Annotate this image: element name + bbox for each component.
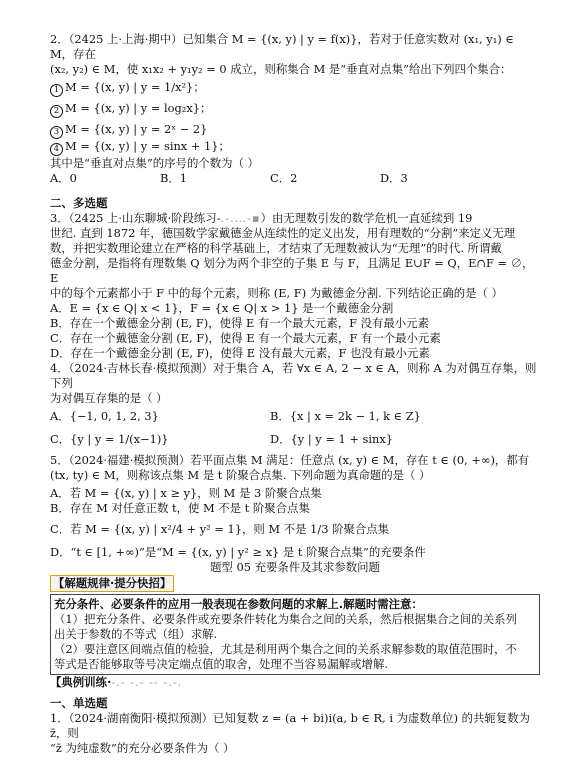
q3-option-c: C．存在一个戴德金分割 (E, F)，使得 E 有一个最大元素，F 有一个最小元素 [50, 331, 441, 345]
q2-item-4 [50, 139, 540, 156]
section-title-single: 一、单选题 [50, 696, 108, 710]
q2-item-2 [50, 101, 540, 118]
q2-stem-line1: 2．（2425 上·上海·期中）已知集合 M = {(x, y) | y = f(x)}，若对于任意实数对 (x₁, y₁) ∈ M，存在 [50, 32, 514, 61]
q1-line1: 1．（2024·湖南衡阳·模拟预测）已知复数 z = (a + bi)i(a, b ∈ R, i 为虚数单位) 的共轭复数为 z̄，则 [50, 711, 530, 740]
q3-line4: 德金分割，是指将有理数集 Q 划分为两个非空的子集 E 与 F，且满足 E∪F = Q，E∩F = ∅， E [50, 256, 534, 285]
q2-option-d: D．3 [380, 171, 408, 185]
q2-ask: 其中是“垂直对点集”的序号的个数为（ ） [50, 156, 259, 170]
q4-options-row1 [50, 409, 540, 424]
q2-item-text: M = {(x, y) | y = 1/x²}； [65, 80, 205, 94]
tip-line-4: （2）要注意区间端点值的检验，尤其是利用两个集合之间的关系求解参数的取值范围时，不 [54, 642, 517, 656]
q2-option-a: A．0 [50, 171, 77, 185]
circled-number: 1 [50, 84, 63, 97]
q2-option-c: C．2 [270, 171, 298, 185]
document-page [50, 32, 540, 756]
q4-option-a: A．{−1, 0, 1, 2, 3} [50, 409, 159, 423]
q2-option-b: B．1 [160, 171, 188, 185]
q4-option-c: C．{y | y = 1/(x−1)} [50, 432, 169, 446]
tip-box [50, 594, 540, 675]
watermark-mark: .-.…-▪ [220, 211, 261, 225]
q3-option-b: B．存在一个戴德金分割 (E, F)，使得 E 有一个最大元素，F 没有最小元素 [50, 316, 429, 330]
q4-options-row2 [50, 432, 540, 447]
q3-line2: 世纪. 直到 1872 年，德国数学家戴德金从连续性的定义出发，用有理数的“分割”来定义无理 [50, 226, 516, 240]
section-title-multi: 二、多选题 [50, 196, 108, 210]
q4-option-b: B．{x | x = 2k − 1, k ∈ Z} [270, 409, 421, 423]
q3-line1 [50, 211, 540, 226]
circled-number: 4 [50, 143, 63, 156]
q5-option-a: A．若 M = {(x, y) | x ≥ y}，则 M 是 3 阶聚合点集 [50, 486, 322, 500]
q3-line1-tail: ）由无理数引发的数学危机一直延续到 19 [260, 211, 473, 225]
tip-tag: 【解题规律·提分快招】 [50, 575, 174, 592]
example-tag: 【典例训练· [50, 675, 112, 689]
q5-option-b: B．存在 M 对任意正数 t，使 M 不是 t 阶聚合点集 [50, 501, 310, 515]
q2-item-text: M = {(x, y) | y = sinx + 1}； [65, 139, 230, 153]
q2-item-1 [50, 80, 540, 97]
q2-options [50, 171, 540, 186]
q1-line2: “z̄ 为纯虚数”的充分必要条件为（ ） [50, 741, 235, 755]
q5-option-d: D．“t ∈ [1, +∞)”是“M = {(x, y) | y² ≥ x} 是 t 阶聚合点集”的充要条件 [50, 545, 426, 559]
tip-line-1: 充分条件、必要条件的应用一般表现在参数问题的求解上.解题时需注意： [54, 597, 423, 611]
circled-number: 3 [50, 126, 63, 139]
q3-line5: 中的每个元素都小于 F 中的每个元素，则称 (E, F) 为戴德金分割. 下列结论正确的是（ ） [50, 286, 503, 300]
topic-title: 题型 05 充要条件及其求参数问题 [210, 560, 380, 574]
q3-line3: 数，并把实数理论建立在严格的科学基础上，才结束了无理数被认为“无理”的时代. 所谓戴 [50, 241, 502, 255]
q2-stem-line2: (x₂, y₂) ∈ M，使 x₁x₂ + y₁y₂ = 0 成立，则称集合 M 是“垂直对点集”给出下列四个集合： [50, 62, 512, 76]
tip-tag-line [50, 575, 540, 592]
q5-option-c: C．若 M = {(x, y) | x²/4 + y² = 1}，则 M 不是 1/3 阶聚合点集 [50, 522, 390, 536]
tip-line-5: 等式是否能够取等号决定端点值的取舍，处理不当容易漏解或增解. [54, 657, 388, 671]
q5-line1: 5．（2024·福建·模拟预测）若平面点集 M 满足：任意点 (x, y) ∈ M，存在 t ∈ (0, +∞)，都有 [50, 453, 530, 467]
q3-line1-head: 3．（2425 上·山东聊城·阶段练习- [50, 211, 221, 225]
tip-line-3: 出关于参数的不等式（组）求解. [54, 627, 218, 641]
q2-item-3 [50, 122, 540, 139]
q2-item-text: M = {(x, y) | y = log₂x}； [65, 101, 212, 115]
circled-number: 2 [50, 105, 63, 118]
q3-option-d: D．存在一个戴德金分割 (E, F)，使得 E 没有最大元素，F 也没有最小元素 [50, 346, 430, 360]
q5-line2: (tx, ty) ∈ M，则称该点集 M 是 t 阶聚合点集. 下列命题为真命题的是（ ） [50, 468, 431, 482]
watermark-mark-2: -.- -.- -- -.-. [111, 675, 183, 689]
example-tag-line [50, 675, 540, 690]
q3-option-a: A．E = {x ∈ Q| x < 1}，F = {x ∈ Q| x > 1} 是一个戴德金分割 [50, 301, 394, 315]
q2-item-text: M = {(x, y) | y = 2ˣ − 2} [65, 122, 208, 136]
tip-line-2: （1）把充分条件、必要条件或充要条件转化为集合之间的关系，然后根据集合之间的关系列 [54, 612, 517, 626]
q4-line2: 为对偶互存集的是（ ） [50, 391, 168, 405]
q4-line1: 4．（2024·吉林长春·模拟预测）对于集合 A，若 ∀x ∈ A, 2 − x ∈ A，则称 A 为对偶互存集，则下列 [50, 361, 537, 390]
q4-option-d: D．{y | y = 1 + sinx} [270, 432, 394, 446]
